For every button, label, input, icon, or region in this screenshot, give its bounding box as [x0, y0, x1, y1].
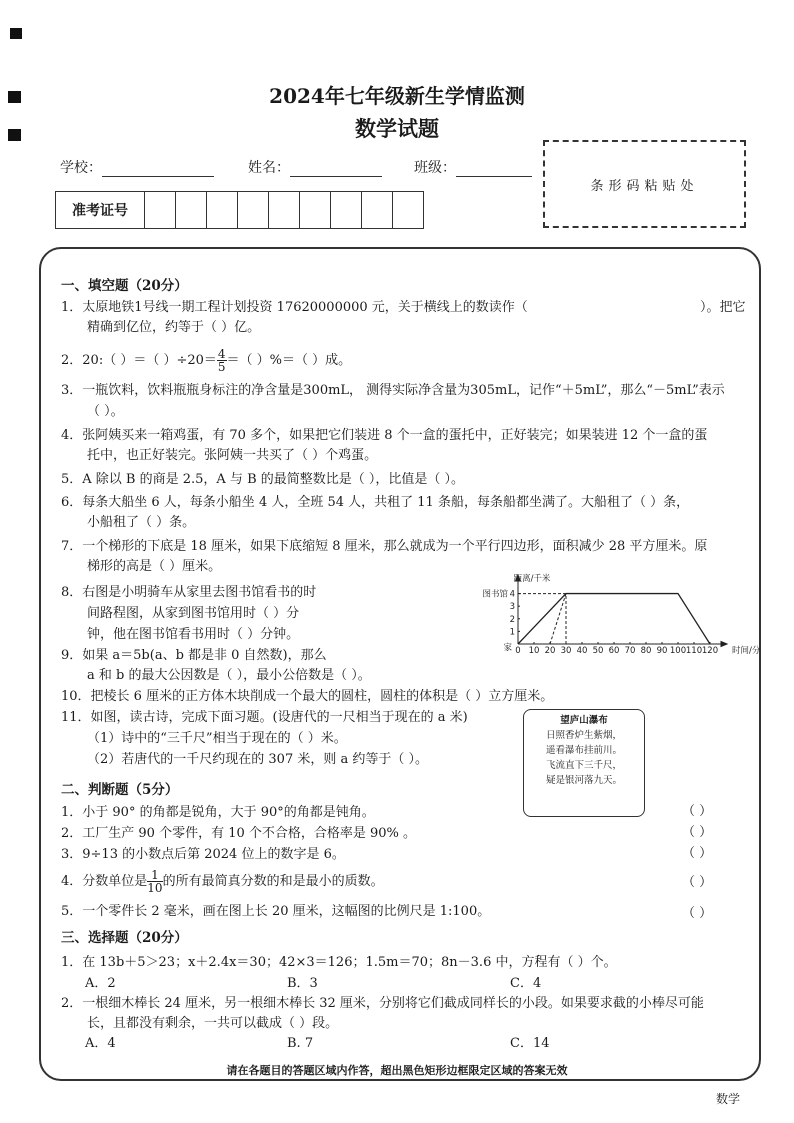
question-9-line1: 9．如果 a＝5b(a、b 都是非 0 自然数)，那么 [61, 648, 327, 663]
x-tick-label: 40 [576, 646, 588, 656]
fraction-4-5 [217, 348, 227, 373]
name-line[interactable] [290, 162, 382, 177]
answer-region-notice: 请在各题目的答题区域内作答，超出黑色矩形边框限定区域的答案无效 [226, 1064, 568, 1077]
registration-mark-1 [10, 28, 22, 39]
class-field[interactable] [414, 157, 532, 177]
x-axis-arrow [721, 642, 727, 647]
x-tick-label: 120 [701, 646, 719, 656]
exam-id-label: 准考证号 [56, 192, 145, 228]
poem-line: 日照香炉生紫烟， [545, 730, 622, 741]
judge-4-pre: 4．分数单位是 [61, 874, 148, 889]
y-top-label: 图书馆 [482, 589, 508, 600]
poem-card [523, 709, 645, 817]
judge-5: 5．一个零件长 2 毫米，画在图上长 20 厘米，这幅图的比例尺是 1:100。 [61, 904, 491, 919]
y-tick-label: 1 [509, 627, 515, 638]
choice-2-line1: 2．一根细木棒长 24 厘米，另一根细木棒长 32 厘米，分别将它们截成同样长的小段。如果要求截的小棒尽可能 [61, 996, 704, 1011]
judge-1: 1．小于 90° 的角都是锐角，大于 90°的角都是钝角。 [61, 805, 375, 820]
subject-footer: 数学 [716, 1092, 741, 1106]
barcode-area [543, 140, 746, 228]
x-tick-label: 70 [624, 646, 636, 656]
section-fill-heading: 一、填空题（20分） [61, 278, 188, 294]
school-label: 学校： [60, 160, 102, 176]
judge-3: 3．9÷13 的小数点后第 2024 位上的数字是 6。 [61, 847, 345, 862]
choice-2-option-a[interactable]: A．4 [85, 1036, 116, 1051]
question-5: 5．A 除以 B 的商是 2.5，A 与 B 的最简整数比是（ ），比值是（ ）。 [61, 472, 465, 487]
x-axis-title: 时间/分 [732, 646, 761, 656]
x-tick-label: 30 [560, 646, 572, 656]
question-8-line1: 8．右图是小明骑车从家里去图书馆看书的时 [61, 585, 317, 600]
exam-id-cell[interactable] [145, 192, 176, 228]
exam-subtitle: 数学试题 [355, 116, 439, 141]
question-3-line1: 3．一瓶饮料，饮料瓶瓶身标注的净含量是300mL， 测得实际净含量为305mL，记作“＋5mL”，那么“－5mL”表示 [61, 383, 725, 398]
choice-1-option-a[interactable]: A．2 [85, 976, 116, 991]
exam-id-cell[interactable] [362, 192, 393, 228]
fraction-denominator: 5 [217, 360, 226, 374]
choice-1: 1．在 13b＋5＞23；x＋2.4x＝30；42×3＝126；1.5m＝70；8n－3.6 中，方程有（ ）个。 [61, 955, 617, 970]
x-tick-label: 110 [685, 646, 703, 656]
question-4-line1: 4．张阿姨买来一箱鸡蛋，有 70 多个，如果把它们装进 8 个一盒的蛋托中，正好装完；如果装进 12 个一盒的蛋 [61, 428, 708, 443]
y-tick-label: 3 [509, 602, 515, 613]
exam-id-cell[interactable] [300, 192, 331, 228]
judge-3-answer[interactable]: （ ） [682, 846, 713, 861]
poem-line: 飞流直下三千尺， [545, 760, 622, 771]
exam-id-cell[interactable] [176, 192, 207, 228]
poem-line: 疑是银河落九天。 [545, 775, 622, 786]
x-tick-label: 100 [669, 646, 687, 656]
exam-title: 2024年七年级新生学情监测 [269, 84, 525, 108]
school-field[interactable] [60, 157, 214, 177]
question-8-line2: 间路程图，从家到图书馆用时（ ）分 [87, 606, 300, 621]
judge-2: 2．工厂生产 90 个零件，有 10 个不合格，合格率是 90% 。 [61, 826, 417, 841]
fraction-denominator: 10 [147, 881, 163, 895]
fraction-numerator: 1 [147, 869, 162, 882]
exam-id-cell[interactable] [269, 192, 300, 228]
question-1-line2: 精确到亿位，约等于（ ）亿。 [87, 320, 261, 335]
exam-id-cell[interactable] [238, 192, 269, 228]
poem-title: 望庐山瀑布 [560, 715, 608, 726]
question-3-line2: （ ）。 [87, 404, 124, 419]
judge-4-post: 的所有最简真分数的和是最小的质数。 [162, 874, 384, 889]
name-field[interactable] [248, 157, 382, 177]
question-6-line1: 6．每条大船坐 6 人，每条小船坐 4 人，全班 54 人，共租了 11 条船，每条船都坐满了。大船租了（ ）条， [61, 495, 690, 510]
school-line[interactable] [102, 162, 214, 177]
origin-label: 家 [503, 643, 512, 653]
x-tick-label: 90 [656, 646, 668, 656]
exam-id-box[interactable] [55, 191, 424, 229]
question-10: 10．把棱长 6 厘米的正方体木块削成一个最大的圆柱，圆柱的体积是（ ）立方厘米。 [61, 689, 554, 704]
x-tick-label: 0 [515, 646, 521, 656]
series-line-路程 [518, 594, 710, 644]
question-8-line3: 钟，他在图书馆看书用时（ ）分钟。 [87, 627, 300, 642]
question-7-line2: 梯形的高是（ ）厘米。 [87, 559, 222, 574]
distance-time-chart [470, 572, 761, 660]
question-11-part2: （2）若唐代的一千尺约现在的 307 米，则 a 约等于（ ）。 [87, 752, 428, 767]
question-7-line1: 7．一个梯形的下底是 18 厘米，如果下底缩短 8 厘米，那么就成为一个平行四边形，面积减少 28 平方厘米。原 [61, 539, 708, 554]
judge-4 [61, 869, 384, 894]
y-tick-label: 4 [509, 589, 515, 600]
section-judge-heading: 二、判断题（5分） [61, 782, 179, 798]
judge-2-answer[interactable]: （ ） [682, 825, 713, 840]
question-11-part1: （1）诗中的“三千尺”相当于现在的（ ）米。 [87, 731, 347, 746]
class-label: 班级： [414, 160, 456, 176]
x-tick-label: 10 [528, 646, 540, 656]
question-4-line2: 托中，也正好装完。张阿姨一共买了（ ）个鸡蛋。 [87, 448, 378, 463]
barcode-label: 条形码粘贴处 [590, 178, 699, 194]
fraction-numerator: 4 [217, 347, 226, 361]
name-label: 姓名： [248, 160, 290, 176]
question-1-line1-end: ）。把它 [700, 300, 746, 315]
x-tick-label: 50 [592, 646, 604, 656]
y-tick-label: 2 [509, 614, 515, 625]
exam-id-cell[interactable] [331, 192, 362, 228]
question-2-post: ＝（ ）%＝（ ）成。 [226, 353, 352, 368]
choice-2-option-c[interactable]: C．14 [510, 1036, 550, 1051]
question-1-line1: 1．太原地铁1号线一期工程计划投资 17620000000 元，关于横线上的数读作（ [61, 300, 528, 315]
x-tick-label: 80 [640, 646, 652, 656]
y-axis-title: 距离/千米 [513, 574, 551, 584]
x-tick-label: 20 [544, 646, 556, 656]
question-6-line2: 小船租了（ ）条。 [87, 515, 196, 530]
x-tick-label: 60 [608, 646, 620, 656]
question-11: 11．如图，读古诗，完成下面习题。(设唐代的一尺相当于现在的 a 米) [61, 710, 468, 725]
judge-5-answer[interactable]: （ ） [682, 906, 713, 921]
exam-id-cell[interactable] [207, 192, 238, 228]
judge-1-answer[interactable]: （ ） [682, 804, 713, 819]
choice-2-option-b[interactable]: B. 7 [287, 1036, 314, 1051]
exam-id-cell[interactable] [393, 192, 423, 228]
choice-1-option-c[interactable]: C．4 [510, 976, 542, 991]
fraction-1-10 [147, 869, 162, 894]
question-9-line2: a 和 b 的最大公因数是（ ），最小公倍数是（ ）。 [87, 668, 371, 683]
choice-2-line2: 长，且都没有剩余，一共可以截成（ ）段。 [87, 1016, 339, 1031]
judge-4-answer[interactable]: （ ） [682, 875, 713, 890]
section-choice-heading: 三、选择题（20分） [61, 930, 188, 946]
class-line[interactable] [456, 162, 532, 177]
question-2 [61, 348, 351, 373]
question-2-pre: 2．20:（ ）＝（ ）÷20＝ [61, 353, 217, 368]
choice-1-option-b[interactable]: B．3 [287, 976, 318, 991]
poem-line: 遥看瀑布挂前川。 [545, 745, 622, 756]
